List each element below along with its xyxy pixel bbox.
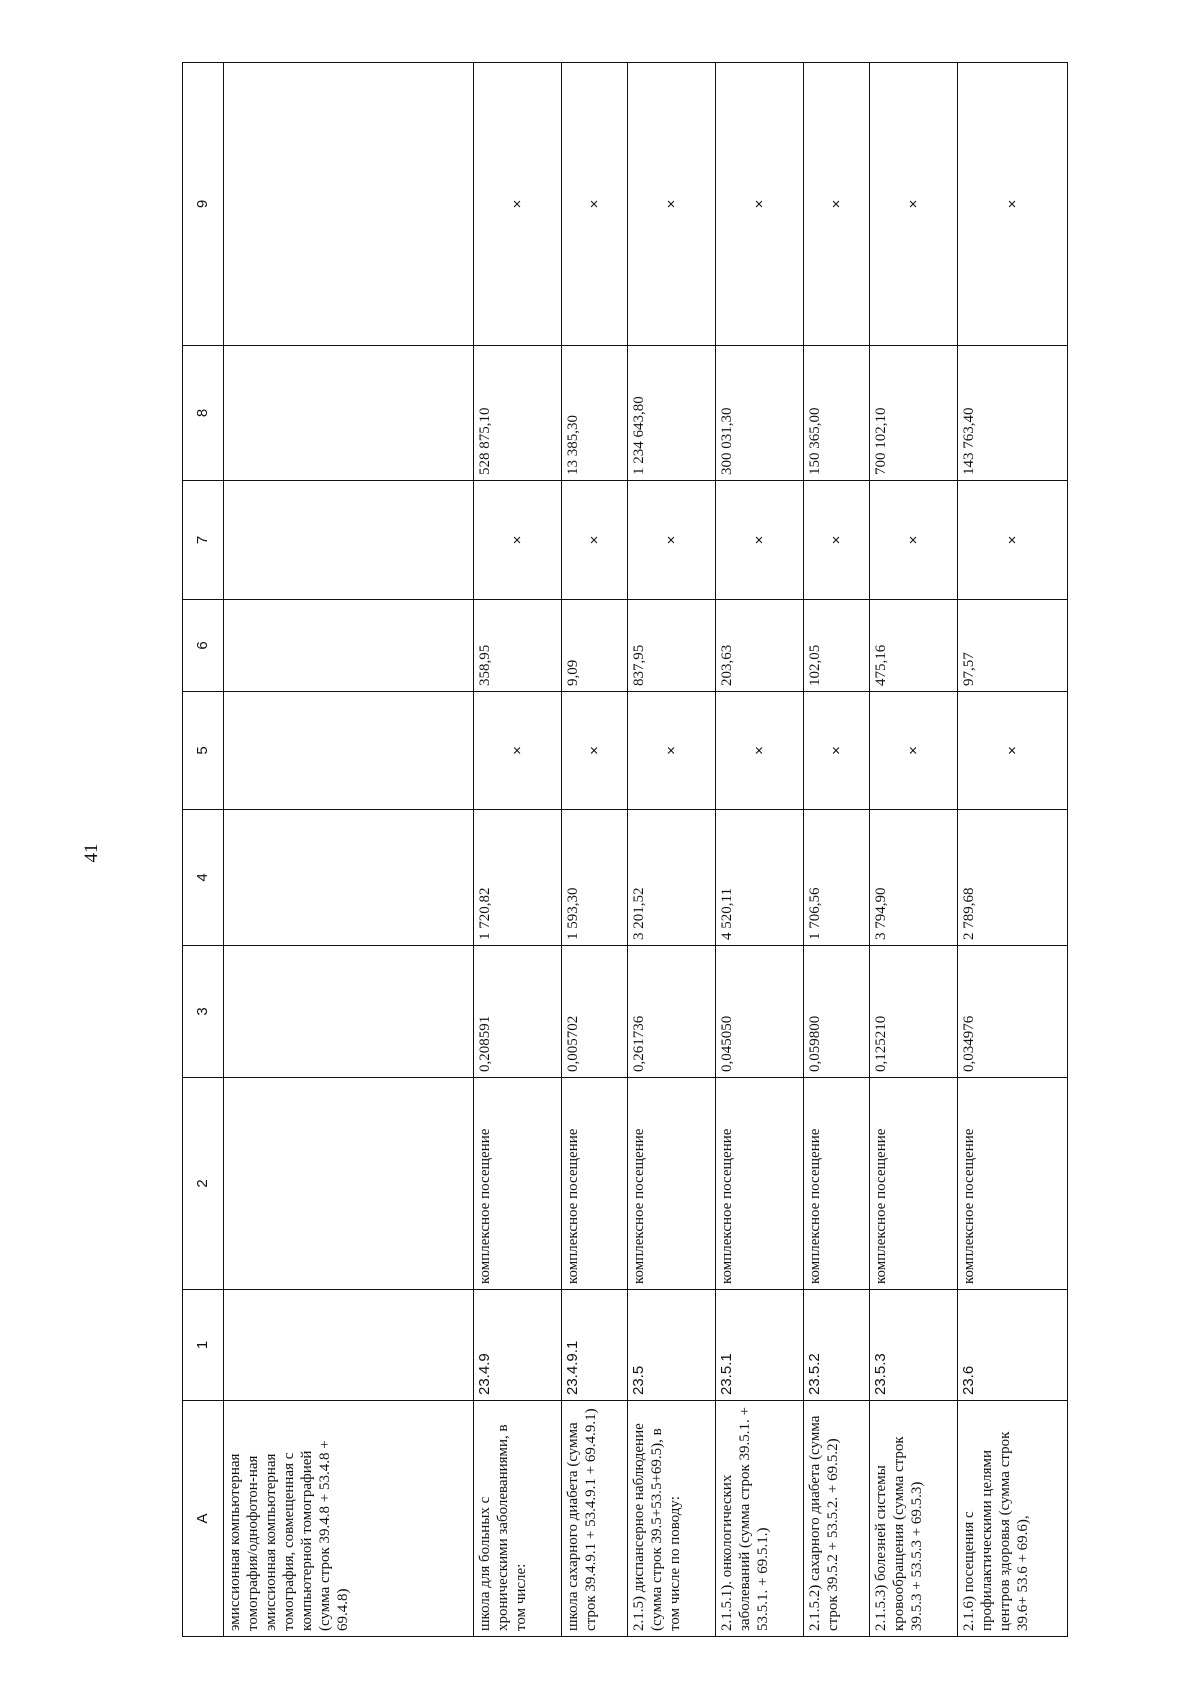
- table-cell-col-1: 23.4.9.1: [562, 1290, 628, 1401]
- table-cell-col-5: ×: [628, 692, 716, 810]
- column-header: 7: [183, 481, 224, 600]
- column-header: 1: [183, 1290, 224, 1401]
- table-cell-col-5: ×: [562, 692, 628, 810]
- table-cell-col-6: 97,57: [958, 600, 1068, 692]
- column-header: 8: [183, 346, 224, 481]
- table-cell-col-1: 23.5.3: [870, 1290, 958, 1401]
- table-cell-col-7: ×: [958, 481, 1068, 600]
- table-row: [562, 63, 628, 1637]
- table-cell-col-6: 102,05: [804, 600, 870, 692]
- table-cell-col-2: комплексное посещение: [804, 1078, 870, 1290]
- table-cell-col-7: [224, 481, 474, 600]
- table-cell-col-8: 1 234 643,80: [628, 346, 716, 481]
- table-cell-col-7: ×: [804, 481, 870, 600]
- table-header-row: [183, 63, 224, 1637]
- table-cell-col-6: 203,63: [716, 600, 804, 692]
- table-cell-col-8: 300 031,30: [716, 346, 804, 481]
- row-label-cell: 2.1.5.2) сахарного диабета (сумма строк 39.5.2 + 53.5.2. + 69.5.2): [804, 1401, 870, 1637]
- table-cell-col-4: 3 794,90: [870, 810, 958, 946]
- table-cell-col-1: 23.5.1: [716, 1290, 804, 1401]
- table-cell-col-4: 1 706,56: [804, 810, 870, 946]
- table-cell-col-4: [224, 810, 474, 946]
- table-cell-col-4: 4 520,11: [716, 810, 804, 946]
- table-cell-col-2: комплексное посещение: [958, 1078, 1068, 1290]
- table-cell-col-8: 700 102,10: [870, 346, 958, 481]
- table-cell-col-6: 9,09: [562, 600, 628, 692]
- table-cell-col-3: 0,045050: [716, 946, 804, 1078]
- table-cell-col-8: 143 763,40: [958, 346, 1068, 481]
- column-header: 9: [183, 63, 224, 346]
- table-cell-col-8: 150 365,00: [804, 346, 870, 481]
- column-header: 3: [183, 946, 224, 1078]
- table-cell-col-8: 13 385,30: [562, 346, 628, 481]
- table-cell-col-1: 23.5.2: [804, 1290, 870, 1401]
- table-cell-col-1: 23.4.9: [474, 1290, 562, 1401]
- table-cell-col-1: 23.6: [958, 1290, 1068, 1401]
- table-cell-col-3: 0,261736: [628, 946, 716, 1078]
- table-row: [716, 63, 804, 1637]
- table-cell-col-6: 837,95: [628, 600, 716, 692]
- table-row: [474, 63, 562, 1637]
- row-label-cell: 2.1.5.3) болезней системы кровообращения (сумма строк 39.5.3 + 53.5.3 + 69.5.3): [870, 1401, 958, 1637]
- table-cell-col-7: ×: [716, 481, 804, 600]
- table-cell-col-2: комплексное посещение: [562, 1078, 628, 1290]
- table-cell-col-9: ×: [474, 63, 562, 346]
- table-row: [804, 63, 870, 1637]
- table-cell-col-2: [224, 1078, 474, 1290]
- row-label-cell: 2.1.5.1). онкологических заболеваний (сумма строк 39.5.1. + 53.5.1. + 69.5.1.): [716, 1401, 804, 1637]
- table-cell-col-2: комплексное посещение: [716, 1078, 804, 1290]
- table-cell-col-1: 23.5: [628, 1290, 716, 1401]
- table-cell-col-3: 0,005702: [562, 946, 628, 1078]
- table-cell-col-4: 1 720,82: [474, 810, 562, 946]
- table-cell-col-9: ×: [716, 63, 804, 346]
- table-cell-col-5: ×: [716, 692, 804, 810]
- column-header: 2: [183, 1078, 224, 1290]
- column-header: A: [183, 1401, 224, 1637]
- rotated-table-container: [182, 63, 1152, 1637]
- table-row: [628, 63, 716, 1637]
- row-label-cell: эмиссионная компьютерная томография/однофотон-ная эмиссионная компьютерная томография, совмещенная с компьютерной томографией (сумма строк 39.4.8 + 53.4.8 + 69.4.8): [224, 1401, 474, 1637]
- table-cell-col-2: комплексное посещение: [628, 1078, 716, 1290]
- table-cell-col-7: ×: [562, 481, 628, 600]
- table-cell-col-7: ×: [870, 481, 958, 600]
- table-cell-col-5: ×: [958, 692, 1068, 810]
- column-header: 4: [183, 810, 224, 946]
- table-cell-col-8: [224, 346, 474, 481]
- table-cell-col-4: 2 789,68: [958, 810, 1068, 946]
- table-cell-col-3: 0,208591: [474, 946, 562, 1078]
- table-cell-col-2: комплексное посещение: [474, 1078, 562, 1290]
- table-cell-col-2: комплексное посещение: [870, 1078, 958, 1290]
- row-label-cell: школа для больных с хроническими заболеваниями, в том числе:: [474, 1401, 562, 1637]
- table-cell-col-3: 0,059800: [804, 946, 870, 1078]
- page-number: 41: [81, 843, 102, 863]
- table-cell-col-5: ×: [870, 692, 958, 810]
- row-label-cell: 2.1.6) посещения с профилактическими целями центров здоровья (сумма строк 39.6+ 53.6 + 69.6),: [958, 1401, 1068, 1637]
- table-cell-col-9: ×: [958, 63, 1068, 346]
- table-cell-col-9: ×: [870, 63, 958, 346]
- row-label-cell: школа сахарного диабета (сумма строк 39.4.9.1 + 53.4.9.1 + 69.4.9.1): [562, 1401, 628, 1637]
- table-cell-col-8: 528 875,10: [474, 346, 562, 481]
- table-cell-col-3: 0,125210: [870, 946, 958, 1078]
- table-cell-col-3: [224, 946, 474, 1078]
- table-cell-col-9: ×: [628, 63, 716, 346]
- table-cell-col-1: [224, 1290, 474, 1401]
- table-cell-col-9: ×: [562, 63, 628, 346]
- table-cell-col-4: 1 593,30: [562, 810, 628, 946]
- table-cell-col-6: [224, 600, 474, 692]
- table-cell-col-7: ×: [628, 481, 716, 600]
- column-header: 6: [183, 600, 224, 692]
- data-table: [182, 62, 1068, 1637]
- table-cell-col-5: [224, 692, 474, 810]
- table-cell-col-6: 358,95: [474, 600, 562, 692]
- table-cell-col-4: 3 201,52: [628, 810, 716, 946]
- table-cell-col-7: ×: [474, 481, 562, 600]
- table-row: [870, 63, 958, 1637]
- table-cell-col-9: ×: [804, 63, 870, 346]
- table-cell-col-9: [224, 63, 474, 346]
- table-cell-col-5: ×: [804, 692, 870, 810]
- table-row: [958, 63, 1068, 1637]
- table-cell-col-5: ×: [474, 692, 562, 810]
- table-cell-col-6: 475,16: [870, 600, 958, 692]
- table-row: [224, 63, 474, 1637]
- row-label-cell: 2.1.5) диспансерное наблюдение (сумма строк 39.5+53.5+69.5), в том числе по поводу:: [628, 1401, 716, 1637]
- column-header: 5: [183, 692, 224, 810]
- table-cell-col-3: 0,034976: [958, 946, 1068, 1078]
